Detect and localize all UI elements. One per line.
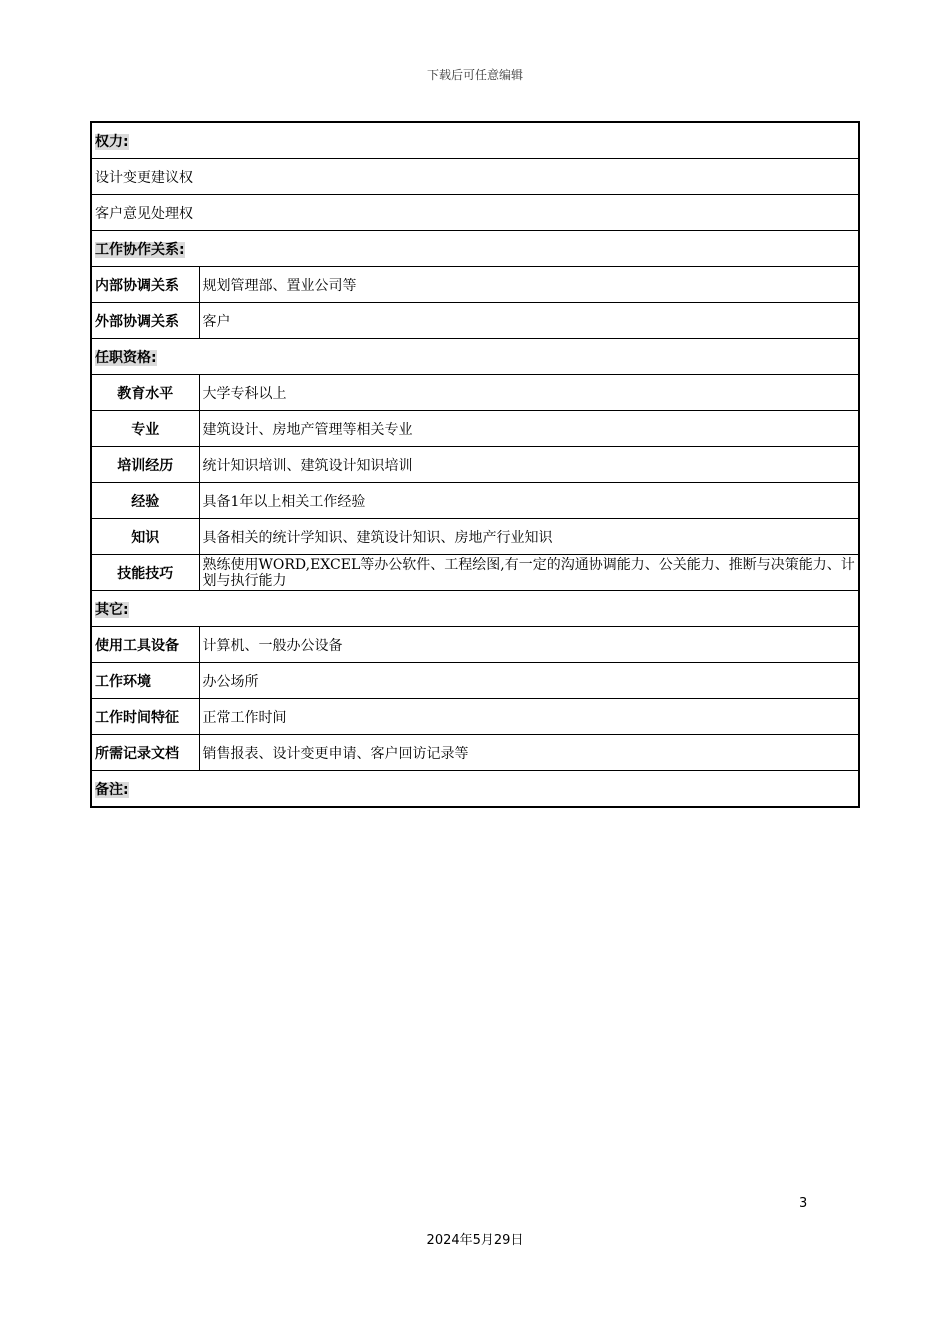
- row-label: 内部协调关系: [91, 267, 199, 303]
- power-item-text: 客户意见处理权: [91, 195, 859, 231]
- row-label: 技能技巧: [91, 555, 199, 591]
- qualification-row: [91, 375, 859, 411]
- qualification-row: [91, 555, 859, 591]
- relation-row: [91, 303, 859, 339]
- job-description-table: [90, 121, 860, 808]
- section-power-header: 权力:: [91, 122, 859, 159]
- section-qualifications-header: 任职资格:: [91, 339, 859, 375]
- other-row: [91, 663, 859, 699]
- row-label: 工作时间特征: [91, 699, 199, 735]
- row-label: 所需记录文档: [91, 735, 199, 771]
- row-label: 经验: [91, 483, 199, 519]
- page-number: 3: [799, 1196, 808, 1211]
- section-title-qualifications: 任职资格: [95, 349, 151, 366]
- row-value: 大学专科以上: [199, 375, 859, 411]
- other-row: [91, 627, 859, 663]
- row-value: 客户: [199, 303, 859, 339]
- page-footer-date: 2024年5月29日: [426, 1233, 524, 1248]
- other-row: [91, 699, 859, 735]
- section-title-relations: 工作协作关系: [95, 241, 179, 258]
- row-value: 规划管理部、置业公司等: [199, 267, 859, 303]
- row-label: 教育水平: [91, 375, 199, 411]
- row-value: 具备相关的统计学知识、建筑设计知识、房地产行业知识: [199, 519, 859, 555]
- section-title-other: 其它: [95, 601, 123, 618]
- section-title-remarks: 备注: [95, 781, 123, 798]
- qualification-row: [91, 447, 859, 483]
- row-value: 计算机、一般办公设备: [199, 627, 859, 663]
- power-item: [91, 159, 859, 195]
- row-label: 知识: [91, 519, 199, 555]
- other-row: [91, 735, 859, 771]
- relation-row: [91, 267, 859, 303]
- row-value: 销售报表、设计变更申请、客户回访记录等: [199, 735, 859, 771]
- row-value: 建筑设计、房地产管理等相关专业: [199, 411, 859, 447]
- section-title-power: 权力: [95, 133, 123, 150]
- row-label: 使用工具设备: [91, 627, 199, 663]
- row-label: 外部协调关系: [91, 303, 199, 339]
- section-relations-header: 工作协作关系:: [91, 231, 859, 267]
- row-value: 正常工作时间: [199, 699, 859, 735]
- row-label: 培训经历: [91, 447, 199, 483]
- power-item-text: 设计变更建议权: [91, 159, 859, 195]
- row-value: 统计知识培训、建筑设计知识培训: [199, 447, 859, 483]
- row-value: 办公场所: [199, 663, 859, 699]
- qualification-row: [91, 411, 859, 447]
- qualification-row: [91, 483, 859, 519]
- row-value: 具备1年以上相关工作经验: [199, 483, 859, 519]
- power-item: [91, 195, 859, 231]
- row-value: 熟练使用WORD,EXCEL等办公软件、工程绘图,有一定的沟通协调能力、公关能力、推断与决策能力、计划与执行能力: [199, 555, 859, 591]
- page-header: 下载后可任意编辑: [426, 68, 523, 82]
- row-label: 工作环境: [91, 663, 199, 699]
- qualification-row: [91, 519, 859, 555]
- section-other-header: 其它:: [91, 591, 859, 627]
- row-label: 专业: [91, 411, 199, 447]
- section-remarks-header: 备注:: [91, 771, 859, 808]
